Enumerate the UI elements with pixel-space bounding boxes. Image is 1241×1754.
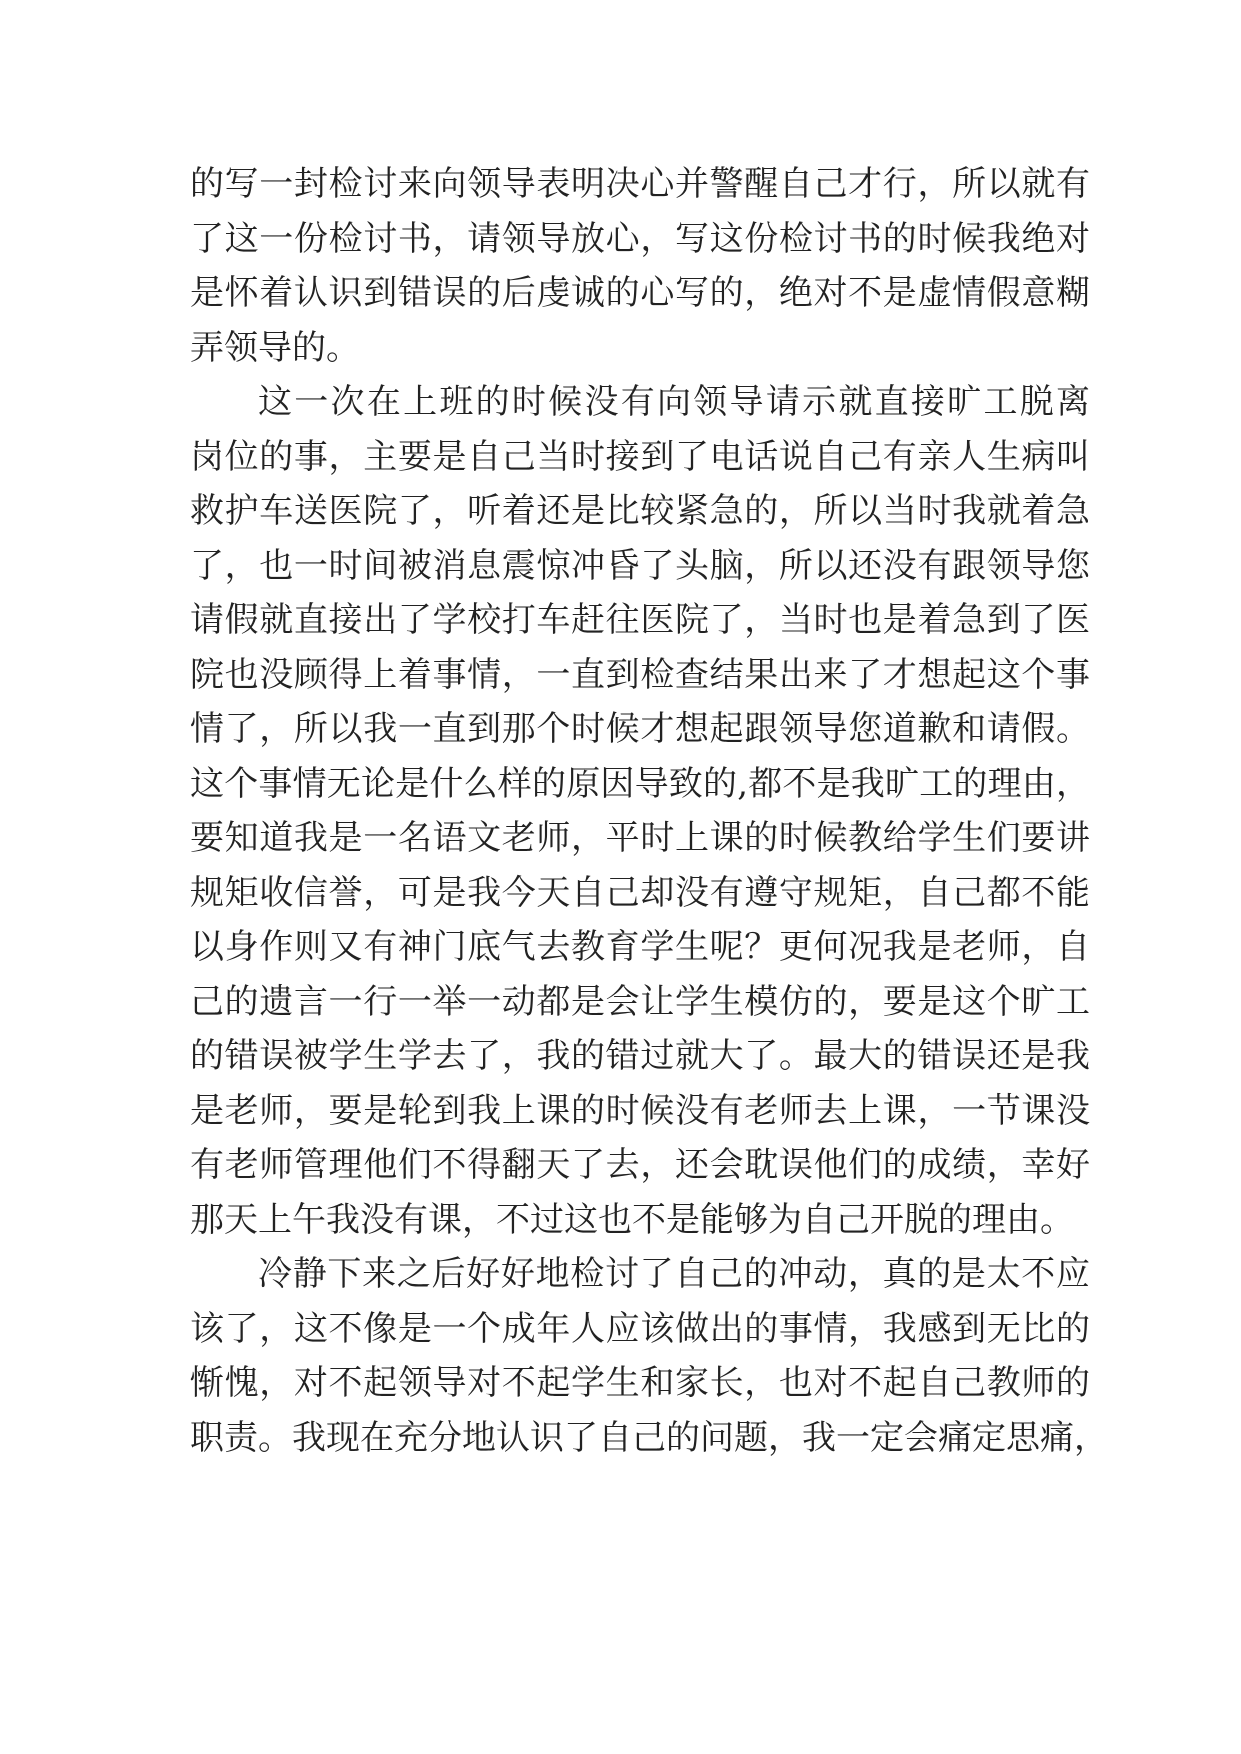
text-line: 该了，这不像是一个成年人应该做出的事情，我感到无比的 (190, 1308, 1090, 1349)
text-line: 岗位的事，主要是自己当时接到了电话说自己有亲人生病叫 (190, 436, 1090, 477)
text-line: 是老师，要是轮到我上课的时候没有老师去上课，一节课没 (190, 1090, 1090, 1131)
text-line: 救护车送医院了，听着还是比较紧急的，所以当时我就着急 (190, 491, 1090, 531)
text-line: 的错误被学生学去了，我的错过就大了。最大的错误还是我 (190, 1036, 1090, 1076)
text-line: 规矩收信誉，可是我今天自己却没有遵守规矩，自己都不能 (190, 872, 1090, 913)
text-line: 己的遗言一行一举一动都是会让学生模仿的，要是这个旷工 (190, 981, 1090, 1022)
text-line: 请假就直接出了学校打车赶往医院了，当时也是着急到了医 (190, 600, 1090, 640)
text-line: 院也没顾得上着事情，一直到检查结果出来了才想起这个事 (190, 654, 1090, 695)
text-line: 了，也一时间被消息震惊冲昏了头脑，所以还没有跟领导您 (190, 545, 1090, 586)
text-line: 要知道我是一名语文老师，平时上课的时候教给学生们要讲 (190, 818, 1090, 858)
text-line: 弄领导的。 (190, 327, 360, 368)
document-body (190, 157, 1108, 1465)
text-line: 职责。我现在充分地认识了自己的问题，我一定会痛定思痛， (190, 1417, 1108, 1458)
text-line: 惭愧，对不起领导对不起学生和家长，也对不起自己教师的 (190, 1363, 1090, 1403)
paragraph-first-line: 这一次在上班的时候没有向领导请示就直接旷工脱离 (258, 382, 1090, 422)
text-line: 这个事情无论是什么样的原因导致的,都不是我旷工的理由， (190, 763, 1090, 804)
text-line: 那天上午我没有课，不过这也不是能够为自己开脱的理由。 (190, 1199, 1074, 1240)
text-line: 的写一封检讨来向领导表明决心并警醒自己才行，所以就有 (190, 164, 1090, 204)
paragraph-first-line: 冷静下来之后好好地检讨了自己的冲动，真的是太不应 (258, 1254, 1090, 1294)
text-line: 情了，所以我一直到那个时候才想起跟领导您道歉和请假。 (190, 709, 1090, 749)
text-line: 有老师管理他们不得翻天了去，还会耽误他们的成绩，幸好 (190, 1145, 1090, 1185)
text-line: 了这一份检讨书，请领导放心，写这份检讨书的时候我绝对 (190, 218, 1090, 259)
text-line: 是怀着认识到错误的后虔诚的心写的，绝对不是虚情假意糊 (190, 273, 1090, 313)
text-line: 以身作则又有神门底气去教育学生呢？更何况我是老师，自 (190, 927, 1090, 967)
